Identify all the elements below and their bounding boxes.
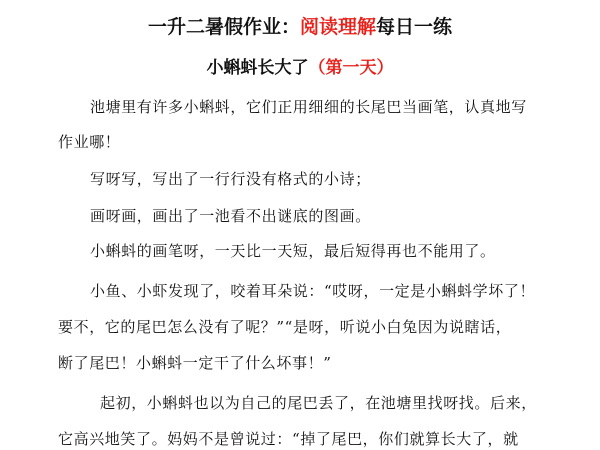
story-day-label: （第一天） — [308, 58, 394, 78]
paragraph-line: 它高兴地笑了。妈妈不是曾说过：“掉了尾巴，你们就算长大了，就 — [58, 430, 519, 448]
paragraph-line: 作业哪！ — [58, 133, 121, 151]
paragraph-line: 要不，它的尾巴怎么没有了呢？”“是呀，听说小白兔因为说瞎话， — [58, 318, 512, 336]
paragraph-line: 小蝌蚪的画笔呀，一天比一天短，最后短得再也不能用了。 — [90, 242, 496, 260]
story-title — [0, 56, 600, 80]
paragraph-line: 小鱼、小虾发现了，咬着耳朵说：“哎呀，一定是小蝌蚪学坏了！ — [90, 282, 536, 300]
paragraph-line: 起初，小蝌蚪也以为自己的尾巴丢了，在池塘里找呀找。后来， — [100, 394, 537, 412]
title-suffix: 每日一练 — [376, 16, 453, 38]
paragraph-line: 断了尾巴！小蝌蚪一定干了什么坏事！” — [58, 354, 332, 372]
title-highlight: 阅读理解 — [299, 16, 376, 38]
page-title — [0, 14, 600, 40]
title-prefix: 一升二暑假作业： — [147, 16, 300, 38]
paragraph-line: 池塘里有许多小蝌蚪，它们正用细细的长尾巴当画笔，认真地写 — [90, 98, 527, 116]
story-title-main: 小蝌蚪长大了 — [206, 58, 309, 78]
paragraph-line: 写呀写，写出了一行行没有格式的小诗； — [90, 170, 371, 188]
paragraph-line: 画呀画，画出了一池看不出谜底的图画。 — [90, 207, 371, 225]
